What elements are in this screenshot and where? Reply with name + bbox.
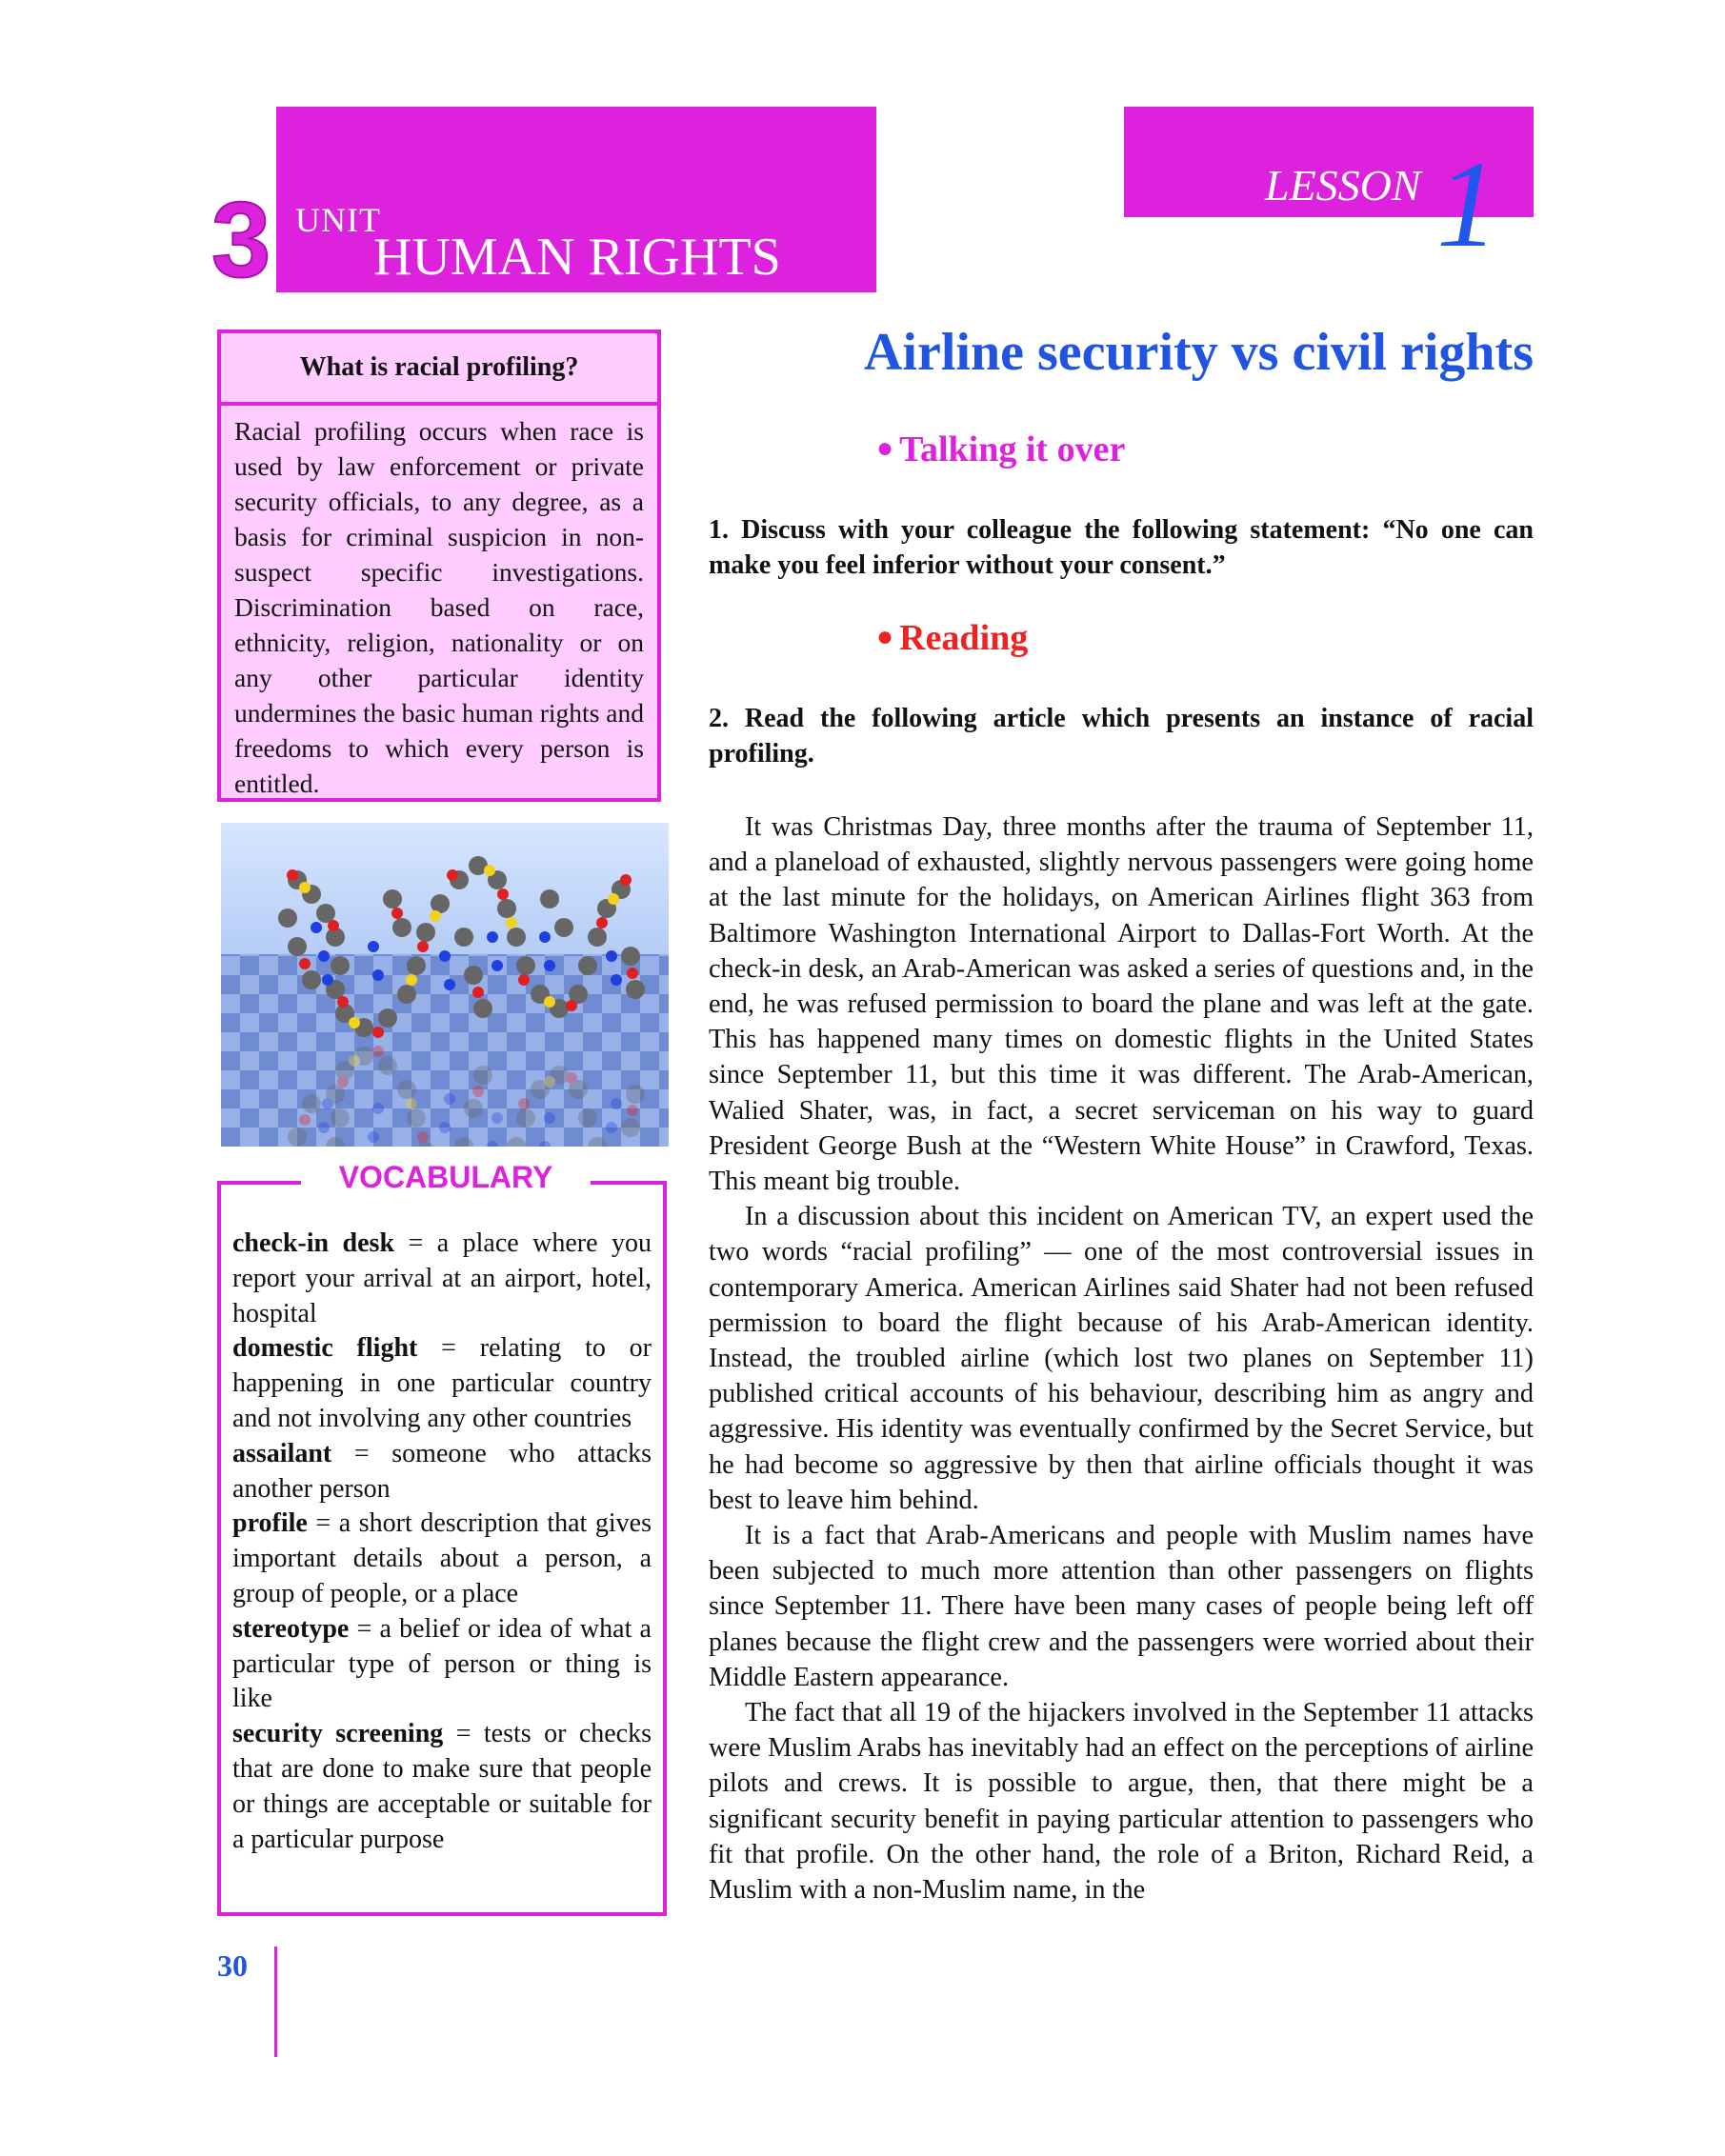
definition-text: Racial profiling occurs when race is used by law enforcement or private security officials, to any degree, as a basis for criminal suspicion in non-suspect specific investigations. Discrimination based on race, ethnicity, religion, nationality or on any other particular identity undermines the basic human rights and freedoms to which every person is entitled.: [234, 416, 644, 798]
talking-heading-text: Talking it over: [899, 429, 1126, 469]
vocabulary-item: [232, 1437, 652, 1507]
page-divider: [274, 1946, 277, 2057]
lesson-label: LESSON: [1265, 161, 1421, 210]
talking-heading: [876, 429, 1125, 470]
vocabulary-term: profile: [232, 1508, 308, 1539]
unit-title: HUMAN RIGHTS: [373, 228, 781, 287]
article-paragraph: The fact that all 19 of the hijackers involved in the September 11 attacks were Muslim Arabs has inevitably had an effect on the perceptions of airline pilots and crews. It is possible to argue, then, that there might be a significant security benefit in paying particular attention to passengers who fit that profile. On the other hand, the role of a Briton, Richard Reid, a Muslim with a non-Muslim name, in the: [709, 1698, 1534, 1906]
vocabulary-definition: = a belief or idea of what a particular type of person or thing is like: [232, 1613, 652, 1714]
unit-label: UNIT: [295, 201, 381, 239]
bullet-dot-icon: ●: [876, 432, 894, 464]
dna-molecule-illustration: [221, 823, 669, 1147]
article-body: [709, 809, 1534, 1907]
reading-heading: [876, 617, 1028, 659]
reading-heading-text: Reading: [899, 618, 1029, 658]
bullet-dot-icon: ●: [876, 621, 894, 652]
article-paragraph: In a discussion about this incident on American TV, an expert used the two words “racial profiling” — one of the most controversial issues in contemporary America. American Airlines said Shater had not been refused permission to board the flight because of his Arab-American identity. Instead, the troubled airline (which lost two planes on September 11) published critical accounts of his behaviour, describing him as angry and aggressive. His identity was eventually confirmed by the Secret Service, but he had become so aggressive by then that airline officials thought it was best to leave him behind.: [709, 1202, 1534, 1515]
vocabulary-definition: = a short description that gives important details about a person, a group of people, or a place: [232, 1508, 652, 1608]
vocabulary-item: [232, 1717, 652, 1857]
vocabulary-list: [232, 1227, 652, 1857]
article-paragraph: It is a fact that Arab-Americans and people with Muslim names have been subjected to much more attention than other passengers on flights since September 11. There have been many cases of people being left off planes because the flight crew and the passengers were worried about their Middle Eastern appearance.: [709, 1521, 1534, 1692]
vocabulary-item: [232, 1507, 652, 1611]
vocabulary-definition: = a place where you report your arrival at an airport, hotel, hospital: [232, 1228, 652, 1328]
vocabulary-definition: = tests or checks that are done to make sure that people or things are acceptable or suitable for a particular purpose: [232, 1719, 652, 1854]
vocabulary-term: stereotype: [232, 1613, 350, 1644]
article-paragraph: It was Christmas Day, three months after the trauma of September 11, and a planeload of exhausted, slightly nervous passengers were going home at the last minute for the holidays, on American Airlines flight 363 from Baltimore Washington International Airport to Dallas-Fort Worth. At the check-in desk, an Arab-American was asked a series of questions and, in the end, he was refused permission to board the plane and was left at the gate. This has happened many times on domestic flights in the United States since September 11, but this time it was different. The Arab-American, Walied Shater, was, in fact, a secret serviceman on his way to guard President George Bush at the “Western White House” in Crawford, Texas. This meant big trouble.: [709, 812, 1534, 1197]
task-2: 2. Read the following article which presents an instance of racial profiling.: [709, 704, 1534, 769]
vocabulary-item: [232, 1331, 652, 1436]
vocabulary-item: [232, 1612, 652, 1717]
page-number: 30: [217, 1948, 248, 1983]
definition-box: [217, 329, 661, 802]
vocabulary-definition: = relating to or happening in one particular country and not involving any other countries: [232, 1333, 652, 1433]
task-1: 1. Discuss with your colleague the following statement: “No one can make you feel inferior without your consent.”: [709, 515, 1534, 580]
vocabulary-term: domestic flight: [232, 1333, 418, 1364]
vocabulary-term: assailant: [232, 1438, 332, 1468]
vocabulary-title: VOCABULARY: [301, 1160, 591, 1195]
vocabulary-term: security screening: [232, 1719, 444, 1749]
vocabulary-definition: = someone who attacks another person: [232, 1438, 652, 1504]
unit-number: 3: [211, 180, 271, 299]
vocabulary-term: check-in desk: [232, 1228, 395, 1258]
definition-question: What is racial profiling?: [221, 333, 657, 406]
vocabulary-item: [232, 1227, 652, 1331]
lesson-number: 1: [1436, 136, 1498, 273]
lesson-title: Airline security vs civil rights: [863, 323, 1534, 382]
